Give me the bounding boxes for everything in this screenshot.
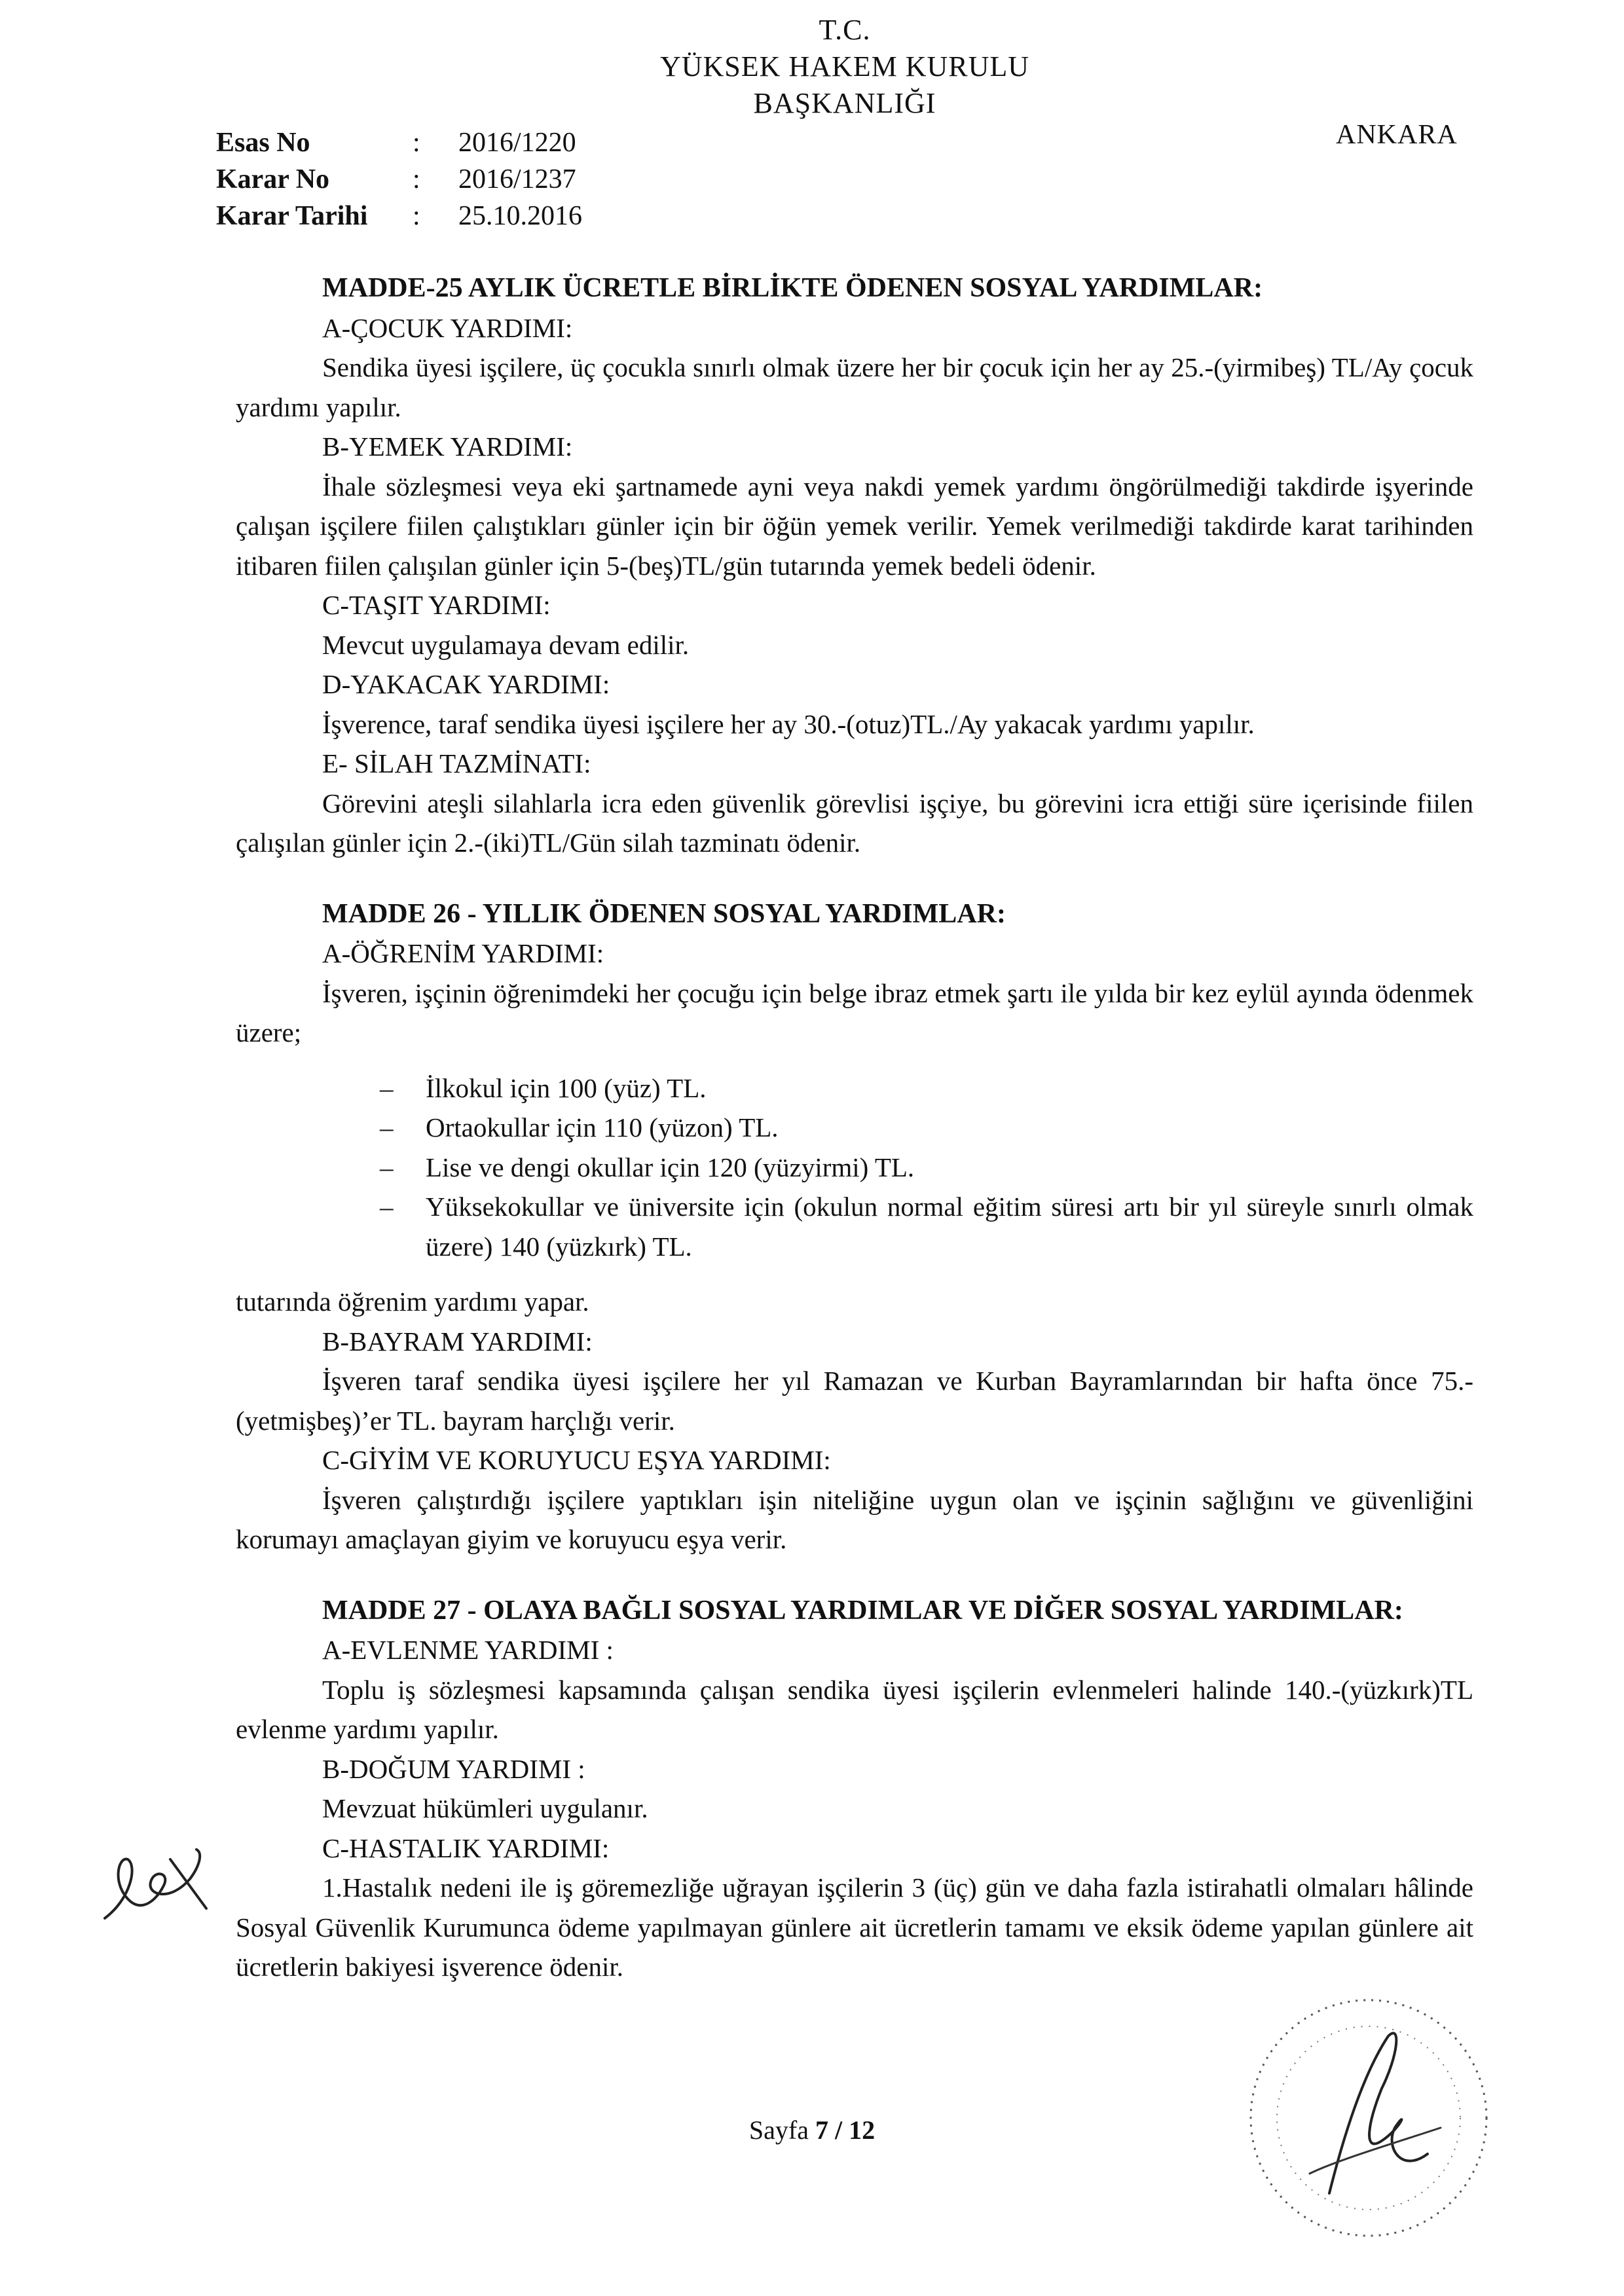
list-item: – Yüksekokullar ve üniversite için (okulun normal eğitim süresi artı bir yıl süreyle sınırlı olmak üzere) 140 (yüzkırk) TL. <box>236 1187 1473 1266</box>
meta-label: Karar No <box>216 164 330 194</box>
handwritten-initials-icon <box>92 1840 223 1931</box>
page-label: Sayfa <box>748 2115 809 2145</box>
article-27-c-title: C-HASTALIK YARDIMI: <box>322 1832 610 1863</box>
case-meta <box>216 124 582 234</box>
education-aid-list <box>236 1068 1473 1267</box>
meta-value: 2016/1237 <box>458 164 576 194</box>
article-25-c-title: C-TAŞIT YARDIMI: <box>322 590 551 620</box>
list-item: – Lise ve dengi okullar için 120 (yüzyirmi) TL. <box>236 1148 1473 1188</box>
page-separator: / <box>834 2115 843 2145</box>
document-body <box>236 268 1473 1987</box>
header-city: ANKARA <box>1336 120 1458 150</box>
article-27-a-text: Toplu iş sözleşmesi kapsamında çalışan sendika üyesi işçilerin evlenmeleri halinde 140.-(yüzkırk)TL evlenme yardımı yapılır. <box>236 1674 1473 1744</box>
article-26-a-after: tutarında öğrenim yardımı yapar. <box>236 1286 589 1317</box>
meta-label: Karar Tarihi <box>216 201 368 231</box>
article-25-a-text: Sendika üyesi işçilere, üç çocukla sınırlı olmak üzere her bir çocuk için her ay 25.-(yirmibeş) TL/Ay çocuk yardımı yapılır. <box>236 352 1473 422</box>
article-26-a-title: A-ÖĞRENİM YARDIMI: <box>322 938 604 968</box>
meta-row-tarih: Karar Tarihi : 25.10.2016 <box>216 198 582 234</box>
article-25-c-text: Mevcut uygulamaya devam edilir. <box>322 629 690 660</box>
article-27-a-title: A-EVLENME YARDIMI : <box>322 1635 614 1665</box>
page-total: 12 <box>849 2115 876 2145</box>
article-26-title: MADDE 26 - YILLIK ÖDENEN SOSYAL YARDIMLAR: <box>322 898 1006 929</box>
article-26-c-text: İşveren çalıştırdığı işçilere yaptıkları işin niteliğine uygun olan ve işçinin sağlığını ve güvenliğini korumayı amaçlayan giyim ve koruyucu eşya verir. <box>236 1484 1473 1554</box>
article-25-d-title: D-YAKACAK YARDIMI: <box>322 669 610 699</box>
meta-row-karar: Karar No : 2016/1237 <box>216 161 582 198</box>
article-25-title: MADDE-25 AYLIK ÜCRETLE BİRLİKTE ÖDENEN SOSYAL YARDIMLAR: <box>322 273 1263 303</box>
article-26-b-title: B-BAYRAM YARDIMI: <box>322 1326 593 1357</box>
meta-value: 2016/1220 <box>458 128 576 158</box>
list-item: – İlkokul için 100 (yüz) TL. <box>236 1068 1473 1108</box>
header-institution: YÜKSEK HAKEM KURULU <box>659 50 1030 82</box>
article-26-c-title: C-GİYİM VE KORUYUCU EŞYA YARDIMI: <box>322 1445 831 1475</box>
page-current: 7 <box>815 2115 828 2145</box>
article-27-b-title: B-DOĞUM YARDIMI : <box>322 1753 585 1784</box>
list-item: – Ortaokullar için 110 (yüzon) TL. <box>236 1108 1473 1148</box>
article-27-title: MADDE 27 - OLAYA BAĞLI SOSYAL YARDIMLAR VE DİĞER SOSYAL YARDIMLAR: <box>322 1595 1403 1626</box>
article-26-a-text: İşveren, işçinin öğrenimdeki her çocuğu için belge ibraz etmek şartı ile yılda bir kez eylül ayında ödenmek üzere; <box>236 977 1473 1048</box>
article-26-b-text: İşveren taraf sendika üyesi işçilere her yıl Ramazan ve Kurban Bayramlarından bir hafta önce 75.-(yetmişbeş)’er TL. bayram harçlığı verir. <box>236 1366 1473 1436</box>
article-25-b-title: B-YEMEK YARDIMI: <box>322 431 573 462</box>
article-25-a-title: A-ÇOCUK YARDIMI: <box>322 312 573 343</box>
header-tc: T.C. <box>819 14 871 46</box>
article-25-b-text: İhale sözleşmesi veya eki şartnamede ayni veya nakdi yemek yardımı öngörülmediği takdirde işyerinde çalışan işçilere fiilen çalıştıkları günler için bir öğün yemek verilir. Yemek verilmediği takdirde karat tarihinden itibaren fiilen çalışılan günler için 5-(beş)TL/gün tutarında yemek bedeli ödenir. <box>236 471 1473 581</box>
article-27-b-text: Mevzuat hükümleri uygulanır. <box>322 1793 648 1823</box>
meta-value: 25.10.2016 <box>458 201 582 231</box>
article-27-c-text: 1.Hastalık nedeni ile iş göremezliğe uğrayan işçilerin 3 (üç) gün ve daha fazla istirahatli olmaları hâlinde Sosyal Güvenlik Kurumunca ödeme yapılmayan günlere ait ücretlerin tamamı ve eksik ödeme yapılan günlere ait ücretlerin bakiyesi işverence ödenir. <box>236 1872 1473 1982</box>
article-27 <box>236 1591 1473 1987</box>
article-25-e-text: Görevini ateşli silahlarla icra eden güvenlik görevlisi işçiye, bu görevini icra ettiği süre içerisinde fiilen çalışılan günler için 2.-(iki)TL/Gün silah tazminatı ödenir. <box>236 788 1473 858</box>
header-presidency: BAŞKANLIĞI <box>753 87 936 119</box>
article-25-e-title: E- SİLAH TAZMİNATI: <box>322 748 591 778</box>
meta-row-esas: Esas No : 2016/1220 <box>216 124 582 161</box>
article-26 <box>236 894 1473 1559</box>
article-25-d-text: İşverence, taraf sendika üyesi işçilere her ay 30.-(otuz)TL./Ay yakacak yardımı yapılır. <box>322 708 1255 739</box>
article-25 <box>236 268 1473 863</box>
page-number <box>0 2115 1624 2145</box>
meta-label: Esas No <box>216 128 310 158</box>
